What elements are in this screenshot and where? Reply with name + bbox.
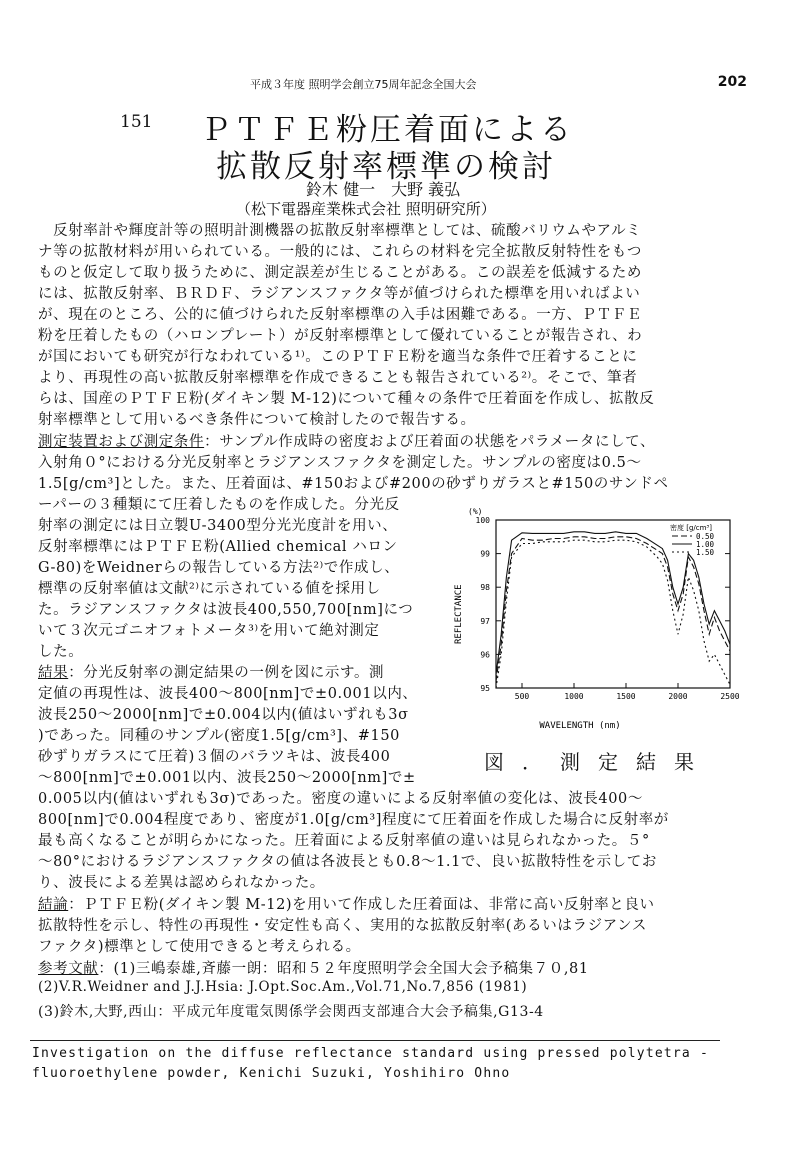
method-line: G-80)をWeidnerらの報告している方法²⁾で作成し、 bbox=[38, 560, 400, 576]
reference-line bbox=[38, 957, 589, 978]
method-line: 1.5[g/cm³]とした。また、圧着面は、#150および#200の砂ずりガラスと#150のサンドペ bbox=[38, 476, 669, 492]
page-number: 202 bbox=[717, 74, 747, 90]
method-line: 標準の反射率値は文献²⁾に示されている値を採用し bbox=[38, 581, 381, 597]
x-tick-label: 1500 bbox=[616, 692, 636, 701]
method-line: ーパーの３種類にて圧着したものを作成した。分光反 bbox=[38, 497, 400, 513]
paper-number: 151 bbox=[120, 112, 153, 132]
x-tick-label: 500 bbox=[514, 692, 530, 701]
result-line: )であった。同種のサンプル(密度1.5[g/cm³]、#150 bbox=[38, 728, 401, 744]
result-line: 波長250～2000[nm]で±0.004以内(値はいずれも3σ bbox=[38, 707, 409, 723]
intro-line: には、拡散反射率、ＢＲＤＦ、ラジアンスファクタ等が値づけられた標準を用いればよい bbox=[38, 286, 641, 302]
result-heading: 結果 bbox=[38, 665, 69, 681]
intro-line: より、再現性の高い拡散反射率標準を作成できることも報告されている²⁾。そこで、筆者 bbox=[38, 370, 638, 386]
affiliation: （松下電器産業株式会社 照明研究所） bbox=[236, 200, 496, 218]
legend-entry: 0.50 bbox=[696, 532, 715, 541]
result-text: ：分光反射率の測定結果の一例を図に示す。測 bbox=[68, 665, 385, 681]
page-header bbox=[0, 76, 787, 94]
legend-entry: 1.50 bbox=[696, 548, 715, 557]
result-line: 定値の再現性は、波長400～800[nm]で±0.001以内、 bbox=[38, 686, 418, 702]
series-group bbox=[496, 532, 730, 688]
result-line: 最も高くなることが明らかになった。圧着面による反射率値の違いは見られなかった。５° bbox=[38, 833, 650, 849]
result-line: 砂ずりガラスにて圧着)３個のバラツキは、波長400 bbox=[38, 749, 391, 765]
result-line: 0.005以内(値はいずれも3σ)であった。密度の違いによる反射率値の変化は、波長400～ bbox=[38, 791, 643, 807]
y-tick-label: 96 bbox=[480, 650, 490, 660]
intro-line: 射率標準として用いるべき条件について検討したので報告する。 bbox=[38, 412, 476, 428]
method-line: た。ラジアンスファクタは波長400,550,700[nm]につ bbox=[38, 602, 414, 618]
series-line-1-50 bbox=[496, 540, 730, 688]
paper-title-line2: 拡散反射率標準の検討 bbox=[216, 149, 556, 185]
x-tick-label: 2500 bbox=[720, 692, 740, 701]
conclusion-text: ：ＰＴＦＥ粉(ダイキン製 M-12)を用いて作成した圧着面は、非常に高い反射率と良い bbox=[68, 897, 655, 913]
reference-text: ：(1)三嶋泰雄,斉藤一朗：昭和５２年度照明学会全国大会予稿集７０,81 bbox=[98, 961, 589, 977]
y-tick-label: 99 bbox=[480, 549, 490, 559]
conclusion-line: 拡散特性を示し、特性の再現性・安定性も高く、実用的な拡散反射率(あるいはラジアンス bbox=[38, 918, 647, 934]
y-tick-label: 95 bbox=[480, 684, 490, 693]
intro-line: 粉を圧着したもの（ハロンプレート）が反射率標準として優れていることが報告され、わ bbox=[38, 328, 643, 344]
chart-legend bbox=[670, 523, 715, 557]
y-tick-label: 97 bbox=[480, 616, 490, 626]
result-line: ～80°におけるラジアンスファクタの値は各波長とも0.8～1.1で、良い拡散特性を示してお bbox=[38, 854, 657, 870]
english-title-line1: Investigation on the diffuse reflectance standard using pressed polytetra - bbox=[32, 1046, 709, 1061]
method-line: 入射角０°における分光反射率とラジアンスファクタを測定した。サンプルの密度は0.5～ bbox=[38, 455, 642, 471]
authors: 鈴木 健一 大野 義弘 bbox=[306, 180, 461, 199]
y-tick-label: 98 bbox=[480, 583, 490, 593]
legend-entry: 1.00 bbox=[696, 540, 715, 549]
method-line: した。 bbox=[38, 644, 84, 660]
reference-line: (2)V.R.Weidner and J.J.Hsia: J.Opt.Soc.Am.,Vol.71,No.7,856 (1981) bbox=[38, 979, 528, 995]
references-heading: 参考文献 bbox=[38, 961, 99, 977]
conclusion-line: ファクタ)標準として使用できると考えられる。 bbox=[38, 939, 361, 955]
result-line: り、波長による差異は認められなかった。 bbox=[38, 875, 325, 891]
method-heading: 測定装置および測定条件 bbox=[38, 434, 205, 450]
series-line-1-00 bbox=[496, 532, 730, 675]
y-ticks bbox=[476, 516, 730, 693]
y-tick-label: 100 bbox=[475, 516, 490, 525]
intro-line: ものと仮定して取り扱うために、測定誤差が生じることがある。この誤差を低減するため bbox=[38, 265, 642, 281]
result-line: ～800[nm]で±0.001以内、波長250～2000[nm]で± bbox=[38, 770, 416, 786]
x-tick-label: 2000 bbox=[668, 692, 688, 701]
intro-line: が、現在のところ、公的に値づけられた反射率標準の入手は困難である。一方、ＰＴＦＥ bbox=[38, 307, 642, 323]
intro-line: が国においても研究が行なわれている¹⁾。このＰＴＦＥ粉を適当な条件で圧着することに bbox=[38, 349, 638, 365]
method-text: ：サンプル作成時の密度および圧着面の状態をパラメータにして、 bbox=[204, 434, 656, 450]
x-axis-label: WAVELENGTH (nm) bbox=[539, 721, 621, 731]
intro-line: ナ等の拡散材料が用いられている。一般的には、これらの材料を完全拡散反射特性をもつ bbox=[38, 244, 642, 260]
reflectance-chart bbox=[450, 504, 750, 736]
y-axis-label: REFLECTANCE bbox=[454, 584, 464, 644]
figure-caption: 図．測定結果 bbox=[484, 750, 712, 774]
english-title-line2: fluoroethylene powder, Kenichi Suzuki, Yoshihiro Ohno bbox=[32, 1066, 511, 1081]
method-line: 反射率標準にはＰＴＦＥ粉(Allied chemical ハロン bbox=[38, 539, 398, 555]
method-line: 射率の測定には日立製U-3400型分光光度計を用い、 bbox=[38, 518, 398, 534]
result-line: 800[nm]で0.004程度であり、密度が1.0[g/cm³]程度にて圧着面を作成した場合に反射率が bbox=[38, 812, 669, 828]
result-line bbox=[38, 661, 384, 682]
reference-line: (3)鈴木,大野,西山：平成元年度電気関係学会関西支部連合大会予稿集,G13-4 bbox=[38, 1004, 544, 1020]
paper-title-line1: ＰＴＦＥ粉圧着面による bbox=[200, 112, 574, 148]
legend-title: 密度 [g/cm³] bbox=[670, 524, 712, 532]
conclusion-line bbox=[38, 893, 655, 914]
x-ticks bbox=[515, 683, 740, 701]
y-unit-label: (%) bbox=[468, 507, 483, 516]
series-line-0-50 bbox=[496, 537, 730, 682]
divider bbox=[30, 1040, 720, 1041]
method-line bbox=[38, 430, 655, 451]
x-tick-label: 1000 bbox=[564, 692, 584, 701]
conclusion-heading: 結論 bbox=[38, 897, 69, 913]
conference-name: 平成３年度 照明学会創立75周年記念全国大会 bbox=[250, 78, 477, 91]
plot-frame bbox=[496, 520, 730, 688]
intro-line: 反射率計や輝度計等の照明計測機器の拡散反射率標準としては、硫酸バリウムやアルミ bbox=[38, 223, 642, 239]
method-line: いて３次元ゴニオフォトメータ³⁾を用いて絶対測定 bbox=[38, 623, 380, 639]
intro-line: らは、国産のＰＴＦＥ粉(ダイキン製 M-12)について種々の条件で圧着面を作成し、拡散反 bbox=[38, 391, 655, 407]
